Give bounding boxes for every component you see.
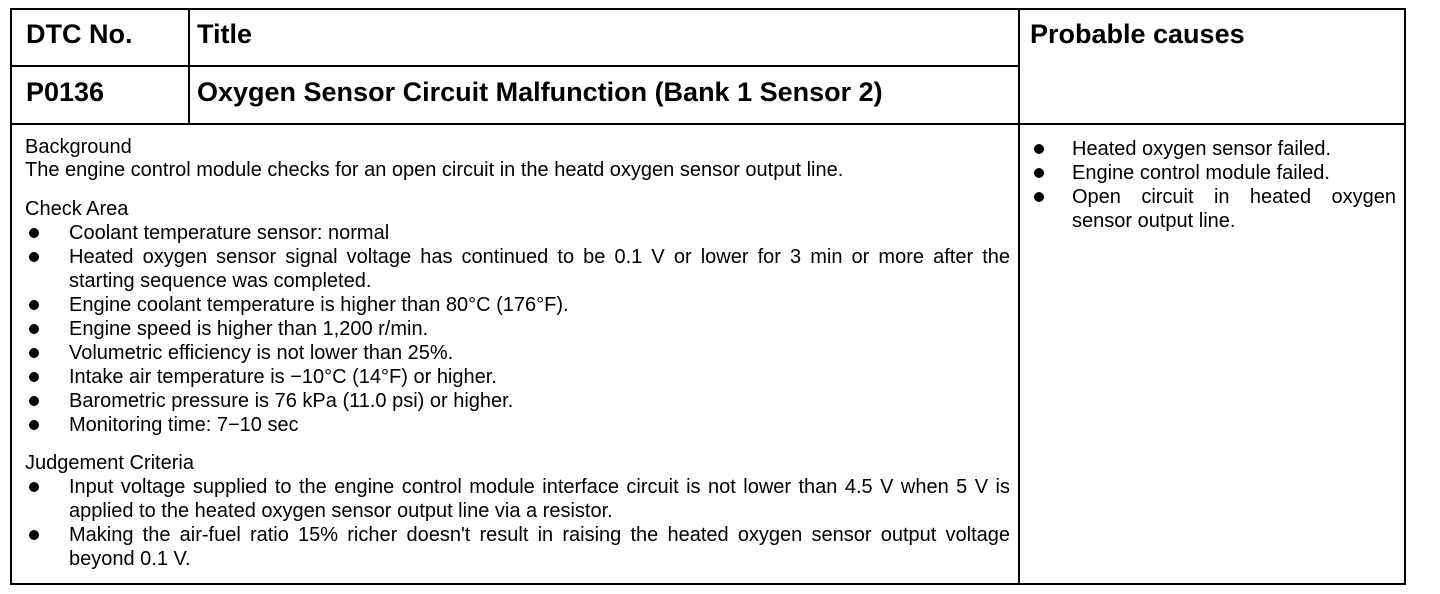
- list-item: Input voltage supplied to the engine control module interface circuit is not lower than 4.5 V when 5 V is applied to the heated oxygen sensor output line via a resistor.: [25, 475, 1010, 523]
- check-area-section: [25, 198, 1010, 437]
- bullet-icon: [29, 324, 39, 334]
- list-item: Volumetric efficiency is not lower than 25%.: [25, 341, 1010, 365]
- dtc-header: DTC No.: [26, 19, 133, 49]
- bullet-icon: [29, 228, 39, 238]
- background-text: The engine control module checks for an open circuit in the heatd oxygen sensor output line.: [25, 159, 844, 181]
- divider-header-row: [12, 65, 1018, 67]
- check-area-list: [25, 221, 1010, 437]
- list-item: Heated oxygen sensor failed.: [1030, 137, 1396, 161]
- divider-main-causes: [1018, 10, 1020, 583]
- dtc-title: Oxygen Sensor Circuit Malfunction (Bank 1 Sensor 2): [197, 77, 883, 107]
- bullet-icon: [29, 300, 39, 310]
- list-item: Engine coolant temperature is higher than 80°C (176°F).: [25, 293, 1010, 317]
- bullet-icon: [1034, 144, 1044, 154]
- list-item: Open circuit in heated oxygen sensor output line.: [1030, 185, 1396, 233]
- list-item: Heated oxygen sensor signal voltage has continued to be 0.1 V or lower for 3 min or more after the starting sequence was completed.: [25, 245, 1010, 293]
- judgement-list: [25, 475, 1010, 571]
- background-section: [25, 136, 1010, 182]
- bullet-icon: [29, 420, 39, 430]
- judgement-section: [25, 452, 1010, 571]
- bullet-icon: [29, 530, 39, 540]
- bullet-icon: [29, 482, 39, 492]
- bullet-icon: [1034, 192, 1044, 202]
- causes-section: [1030, 137, 1396, 233]
- divider-title-rows: [12, 123, 1404, 125]
- bullet-icon: [29, 372, 39, 382]
- causes-header: Probable causes: [1030, 19, 1245, 49]
- list-item: Barometric pressure is 76 kPa (11.0 psi) or higher.: [25, 389, 1010, 413]
- causes-list: [1030, 137, 1396, 233]
- list-item: Intake air temperature is −10°C (14°F) or higher.: [25, 365, 1010, 389]
- dtc-code: P0136: [26, 77, 105, 107]
- judgement-heading: Judgement Criteria: [25, 452, 194, 474]
- list-item: Making the air-fuel ratio 15% richer doesn't result in raising the heated oxygen sensor output voltage beyond 0.1 V.: [25, 523, 1010, 571]
- list-item: Coolant temperature sensor: normal: [25, 221, 1010, 245]
- bullet-icon: [29, 252, 39, 262]
- check-area-heading: Check Area: [25, 198, 129, 220]
- bullet-icon: [29, 396, 39, 406]
- background-heading: Background: [25, 136, 132, 158]
- list-item: Engine speed is higher than 1,200 r/min.: [25, 317, 1010, 341]
- bullet-icon: [29, 348, 39, 358]
- list-item: Engine control module failed.: [1030, 161, 1396, 185]
- title-header: Title: [197, 19, 253, 49]
- bullet-icon: [1034, 168, 1044, 178]
- list-item: Monitoring time: 7−10 sec: [25, 413, 1010, 437]
